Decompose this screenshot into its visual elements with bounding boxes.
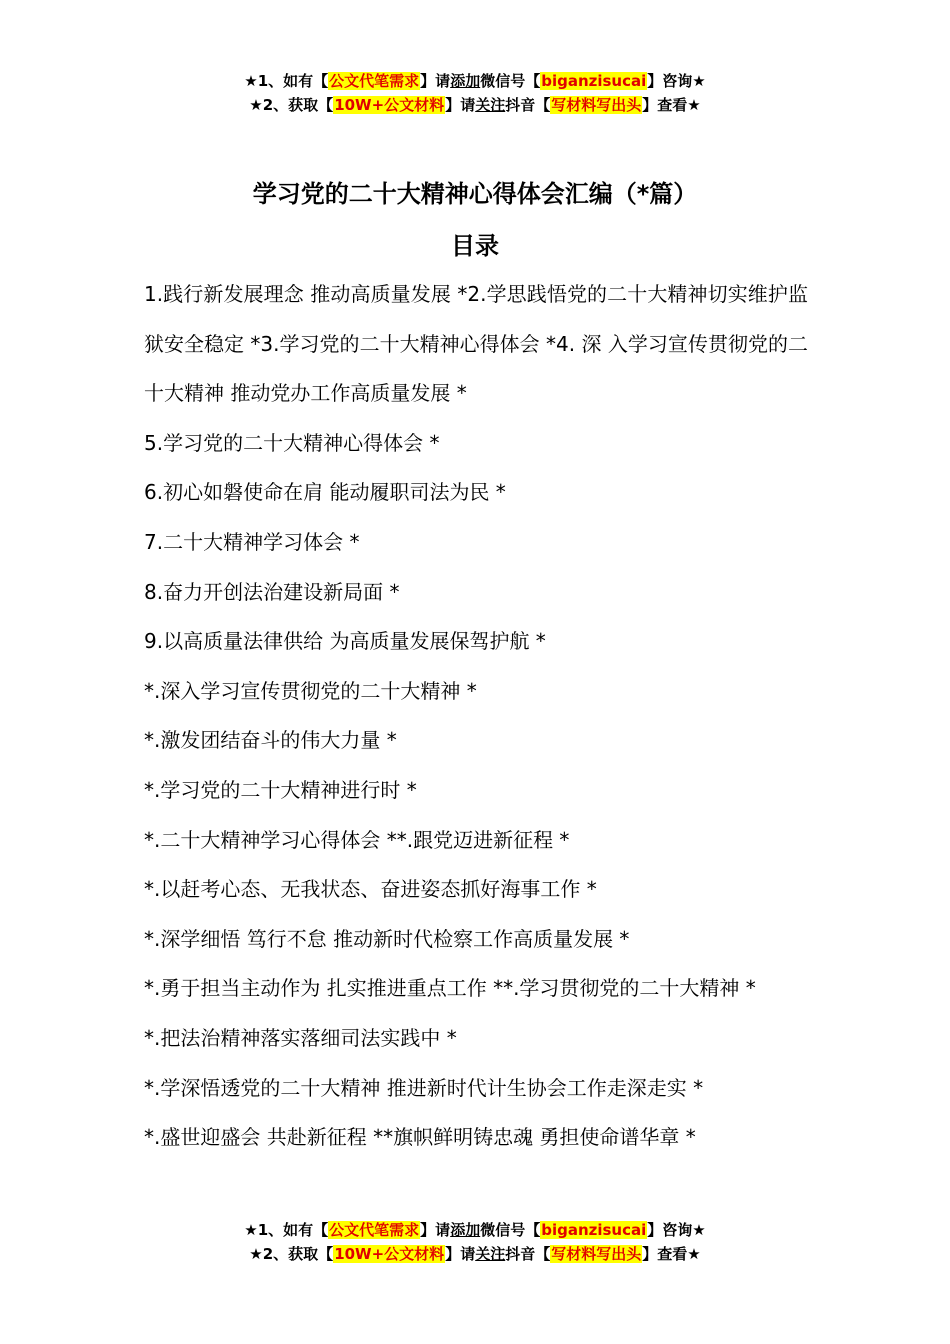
- toc-entry: *.把法治精神落实落细司法实践中 *: [144, 1025, 457, 1050]
- promo-text: 】请: [445, 96, 476, 114]
- promo-text: 】请: [420, 72, 451, 90]
- promo-text: ★2、获取【: [249, 1245, 334, 1263]
- toc-entry: *.激发团结奋斗的伟大力量 *: [144, 728, 397, 753]
- highlighted-service: 公文代笔需求: [329, 72, 420, 90]
- underlined-verb: 添加: [450, 1221, 481, 1239]
- promo-banner-bottom: [0, 1218, 950, 1266]
- promo-text: 微信号【: [480, 1221, 541, 1239]
- toc-entry: *.以赶考心态、无我状态、奋进姿态抓好海事工作 *: [144, 877, 597, 902]
- toc-entry: *.学习党的二十大精神进行时 *: [144, 777, 417, 802]
- promo-text: ★1、如有【: [244, 1221, 329, 1239]
- toc-heading: 目录: [451, 232, 499, 260]
- wechat-id: biganzisucai: [541, 72, 647, 90]
- promo-line-1: [0, 1218, 950, 1242]
- toc-entry: 7.二十大精神学习体会 *: [144, 529, 360, 554]
- toc-entry: *.二十大精神学习心得体会 **.跟党迈进新征程 *: [144, 827, 570, 852]
- toc-entry: *.学深悟透党的二十大精神 推进新时代计生协会工作走深走实 *: [144, 1075, 704, 1100]
- toc-entry: 9.以高质量法律供给 为高质量发展保驾护航 *: [144, 629, 546, 654]
- document-title: 学习党的二十大精神心得体会汇编（*篇）: [252, 180, 698, 208]
- underlined-verb: 添加: [450, 72, 481, 90]
- wechat-id: biganzisucai: [541, 1221, 647, 1239]
- douyin-account: 写材料写出头: [551, 96, 642, 114]
- toc-entry: *.深学细悟 笃行不怠 推动新时代检察工作高质量发展 *: [144, 926, 630, 951]
- promo-line-2: [0, 93, 950, 117]
- promo-text: 】请: [445, 1245, 476, 1263]
- underlined-verb: 关注: [475, 96, 506, 114]
- promo-text: ★1、如有【: [244, 72, 329, 90]
- highlighted-materials: 10W+公文材料: [334, 1245, 445, 1263]
- toc-entry: *.盛世迎盛会 共赴新征程 **旗帜鲜明铸忠魂 勇担使命谱华章 *: [144, 1125, 696, 1150]
- promo-text: 】咨询★: [647, 72, 706, 90]
- promo-text: 抖音【: [505, 1245, 551, 1263]
- toc-entry: *.勇于担当主动作为 扎实推进重点工作 **.学习贯彻党的二十大精神 *: [144, 976, 756, 1001]
- douyin-account: 写材料写出头: [551, 1245, 642, 1263]
- toc-entry: 1.践行新发展理念 推动高质量发展 *2.学思践悟党的二十大精神切实维护监狱安全稳定 *3.学习党的二十大精神心得体会 *4. 深 入学习宣传贯彻党的二十大精神 推动党办工作高质量发展 *: [144, 282, 808, 406]
- underlined-verb: 关注: [475, 1245, 506, 1263]
- promo-text: ★2、获取【: [249, 96, 334, 114]
- promo-text: 】咨询★: [647, 1221, 706, 1239]
- promo-line-1: [0, 69, 950, 93]
- promo-banner-top: [0, 69, 950, 117]
- highlighted-service: 公文代笔需求: [329, 1221, 420, 1239]
- promo-text: 微信号【: [480, 72, 541, 90]
- promo-text: 】查看★: [642, 96, 701, 114]
- toc-entry: 5.学习党的二十大精神心得体会 *: [144, 430, 440, 455]
- toc-entry: *.深入学习宣传贯彻党的二十大精神 *: [144, 678, 477, 703]
- promo-text: 抖音【: [505, 96, 551, 114]
- promo-text: 】请: [420, 1221, 451, 1239]
- highlighted-materials: 10W+公文材料: [334, 96, 445, 114]
- promo-text: 】查看★: [642, 1245, 701, 1263]
- toc-entry: 8.奋力开创法治建设新局面 *: [144, 579, 400, 604]
- table-of-contents: [144, 270, 808, 1163]
- promo-line-2: [0, 1242, 950, 1266]
- toc-entry: 6.初心如磐使命在肩 能动履职司法为民 *: [144, 480, 506, 505]
